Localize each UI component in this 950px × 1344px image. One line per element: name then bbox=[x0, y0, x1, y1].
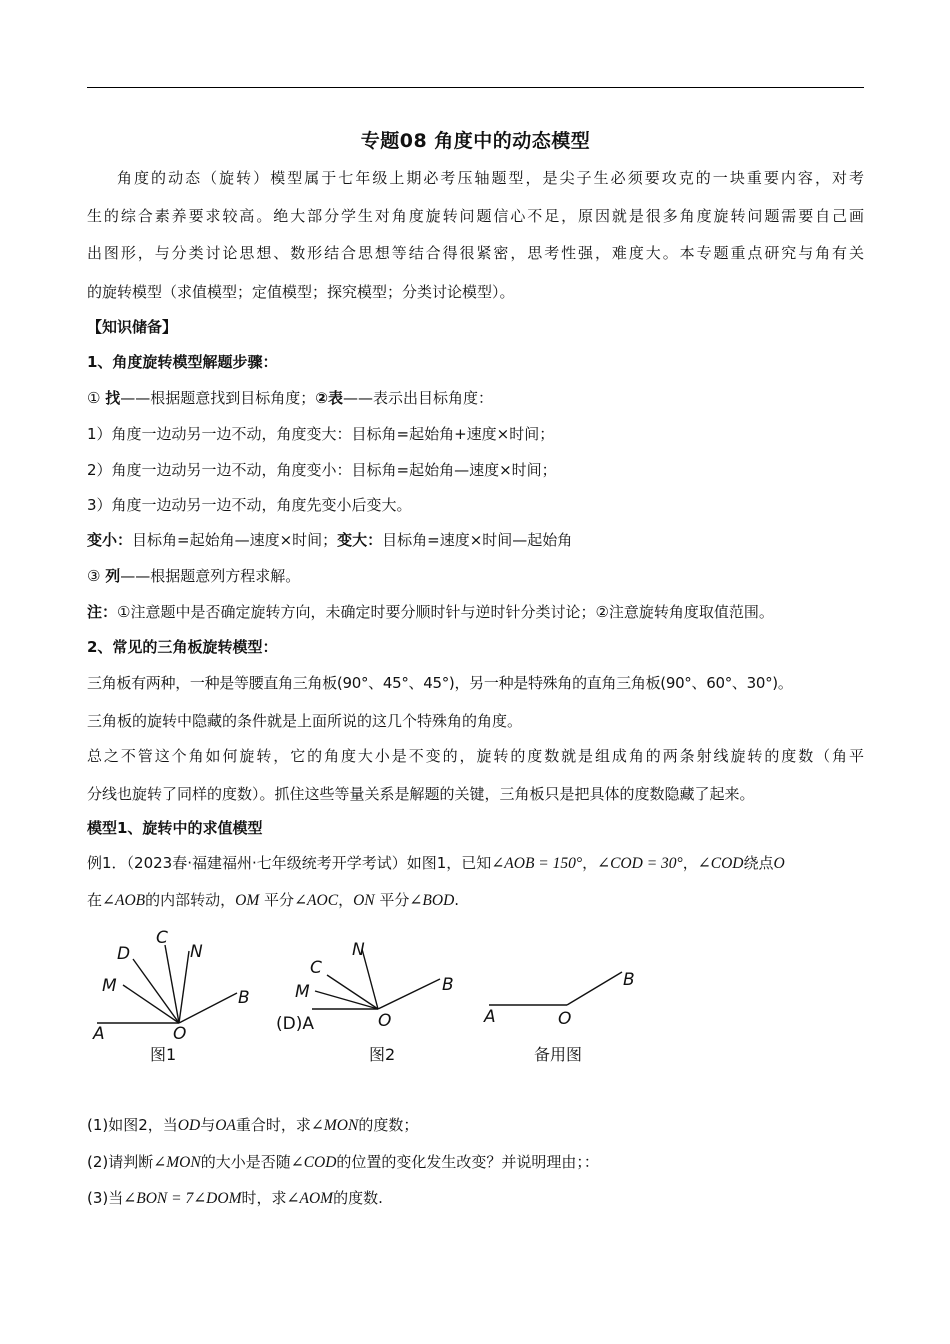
section-2-title: 2、常见的三角板旋转模型： bbox=[87, 638, 278, 656]
math-bod: ∠BOD bbox=[409, 892, 455, 909]
math-mon: ∠MON bbox=[153, 1154, 201, 1171]
example-line-1 bbox=[87, 853, 864, 874]
math-cod-30: ∠COD = 30° bbox=[597, 855, 683, 872]
math-cod: ∠COD bbox=[290, 1154, 337, 1171]
comma: ， bbox=[582, 854, 598, 872]
triangle-line-2: 三角板的旋转中隐藏的条件就是上面所说的这几个特殊角的角度。 bbox=[87, 712, 523, 730]
figure-3 bbox=[489, 972, 622, 1005]
note-keyword: 注： bbox=[87, 603, 118, 621]
note-line bbox=[87, 602, 864, 622]
math-oa: OA bbox=[215, 1117, 236, 1134]
steps-line bbox=[87, 388, 864, 408]
section-1-title: 1、角度旋转模型解题步骤： bbox=[87, 353, 278, 371]
label-da: (D)A bbox=[276, 1014, 314, 1034]
model-1-title: 模型1、旋转中的求值模型 bbox=[87, 819, 263, 837]
math-o: O bbox=[773, 855, 785, 872]
label-c: C bbox=[156, 928, 168, 948]
text: 的度数； bbox=[358, 1116, 419, 1134]
note-text: ①注意题中是否确定旋转方向，未确定时要分顺时针与逆时针分类讨论；②注意旋转角度取值范围。 bbox=[117, 603, 774, 621]
small-text: 目标角=起始角—速度×时间； bbox=[132, 531, 338, 549]
question-3 bbox=[87, 1188, 864, 1209]
ray-ob bbox=[179, 993, 237, 1023]
label-b: B bbox=[623, 970, 635, 990]
small-keyword: 变小： bbox=[87, 531, 133, 549]
math-om: OM bbox=[235, 892, 260, 909]
knowledge-heading: 【知识储备】 bbox=[87, 318, 178, 336]
example-line-2 bbox=[87, 890, 864, 911]
step3-keyword: 列 bbox=[105, 567, 121, 585]
ray-om bbox=[315, 991, 378, 1009]
math-aob-150: ∠AOB = 150° bbox=[491, 855, 583, 872]
small-big-line bbox=[87, 530, 864, 550]
text: (1)如图2，当 bbox=[87, 1116, 178, 1134]
triangle-line-1: 三角板有两种，一种是等腰直角三角板(90°、45°、45°)，另一种是特殊角的直角三角板(90°、60°、30°)。 bbox=[87, 674, 793, 692]
step3-text: ——根据题意列方程求解。 bbox=[120, 567, 301, 585]
figure-3-caption: 备用图 bbox=[534, 1045, 583, 1064]
step1-number: ① bbox=[87, 389, 101, 407]
math-bon-7dom: ∠BON = 7∠DOM bbox=[123, 1190, 242, 1207]
text: 的内部转动， bbox=[145, 891, 236, 909]
text: 的大小是否随 bbox=[200, 1153, 291, 1171]
text: ， bbox=[338, 891, 354, 909]
label-n: N bbox=[190, 942, 203, 962]
label-n: N bbox=[352, 940, 365, 960]
label-o: O bbox=[173, 1024, 187, 1044]
text: 平分 bbox=[379, 891, 410, 909]
around-point-text: 绕点 bbox=[743, 854, 774, 872]
step1-text: ——根据题意找到目标角度； bbox=[120, 389, 316, 407]
text: 与 bbox=[200, 1116, 216, 1134]
text: 时，求 bbox=[241, 1189, 287, 1207]
text: . bbox=[454, 891, 460, 909]
ray-ob bbox=[378, 979, 440, 1009]
text: 重合时，求 bbox=[235, 1116, 311, 1134]
text: (2)请判断 bbox=[87, 1153, 154, 1171]
label-a: A bbox=[93, 1024, 105, 1044]
label-o: O bbox=[558, 1009, 572, 1029]
comma: ， bbox=[682, 854, 698, 872]
label-c: C bbox=[310, 958, 322, 978]
step3-line bbox=[87, 566, 864, 586]
big-text: 目标角=速度×时间—起始角 bbox=[382, 531, 573, 549]
text: 的位置的变化发生改变？并说明理由；： bbox=[336, 1153, 599, 1171]
step1-keyword: 找 bbox=[105, 389, 121, 407]
math-mon: ∠MON bbox=[310, 1117, 359, 1134]
rule-item-3: 3）角度一边动另一边不动，角度先变小后变大。 bbox=[87, 496, 412, 514]
ray-oc bbox=[165, 945, 179, 1023]
step2-number: ② bbox=[315, 389, 328, 407]
intro-line-3: 出图形，与分类讨论思想、数形结合思想等结合得很紧密，思考性强，难度大。本专题重点研究与角有关 bbox=[87, 244, 864, 262]
question-2 bbox=[87, 1152, 864, 1173]
figure-1-caption: 图1 bbox=[150, 1045, 177, 1064]
figure-2 bbox=[312, 949, 440, 1009]
figure-2-caption: 图2 bbox=[369, 1045, 396, 1064]
math-aoc: ∠AOC bbox=[294, 892, 339, 909]
rule-item-2: 2）角度一边动另一边不动，角度变小：目标角=起始角—速度×时间； bbox=[87, 461, 557, 479]
label-b: B bbox=[238, 988, 250, 1008]
ray-on bbox=[179, 951, 189, 1023]
intro-line-2: 生的综合素养要求较高。绝大部分学生对角度旋转问题信心不足，原因就是很多角度旋转问题需要自己画 bbox=[87, 207, 864, 225]
math-on: ON bbox=[353, 892, 375, 909]
step2-text: ——表示出目标角度： bbox=[342, 389, 493, 407]
ray-om bbox=[123, 985, 179, 1023]
label-d: D bbox=[117, 944, 131, 964]
ray-ob bbox=[567, 972, 622, 1005]
math-aom: ∠AOM bbox=[286, 1190, 334, 1207]
example-prefix: 例1．（2023春·福建福州·七年级统考开学考试）如图1，已知 bbox=[87, 854, 492, 872]
intro-line-4: 的旋转模型（求值模型；定值模型；探究模型；分类讨论模型）。 bbox=[87, 283, 515, 301]
text: 在 bbox=[87, 891, 103, 909]
triangle-line-3: 总之不管这个角如何旋转，它的角度大小是不变的，旋转的度数就是组成角的两条射线旋转的度数（角平 bbox=[87, 747, 864, 765]
ray-od bbox=[133, 959, 179, 1023]
math-aob: ∠AOB bbox=[102, 892, 146, 909]
text: (3)当 bbox=[87, 1189, 124, 1207]
math-od: OD bbox=[177, 1117, 201, 1134]
text: 平分 bbox=[264, 891, 295, 909]
rule-item-1: 1）角度一边动另一边不动，角度变大：目标角=起始角+速度×时间； bbox=[87, 425, 555, 443]
step3-number: ③ bbox=[87, 567, 101, 585]
question-1 bbox=[87, 1115, 864, 1136]
triangle-line-4: 分线也旋转了同样的度数）。抓住这些等量关系是解题的关键，三角板只是把具体的度数隐藏了起来。 bbox=[87, 785, 755, 803]
figure-area bbox=[87, 925, 647, 1070]
big-keyword: 变大： bbox=[337, 531, 383, 549]
intro-line-1: 角度的动态（旋转）模型属于七年级上期必考压轴题型，是尖子生必须要攻克的一块重要内容，对考 bbox=[117, 169, 864, 187]
label-o: O bbox=[378, 1011, 392, 1031]
page-title: 专题08 角度中的动态模型 bbox=[360, 130, 591, 152]
label-a: A bbox=[484, 1007, 496, 1027]
label-m: M bbox=[102, 976, 117, 996]
math-cod: ∠COD bbox=[697, 855, 744, 872]
header-rule bbox=[87, 87, 864, 88]
label-m: M bbox=[295, 982, 310, 1002]
text: 的度数. bbox=[333, 1189, 383, 1207]
step2-keyword: 表 bbox=[327, 389, 343, 407]
label-b: B bbox=[442, 975, 454, 995]
